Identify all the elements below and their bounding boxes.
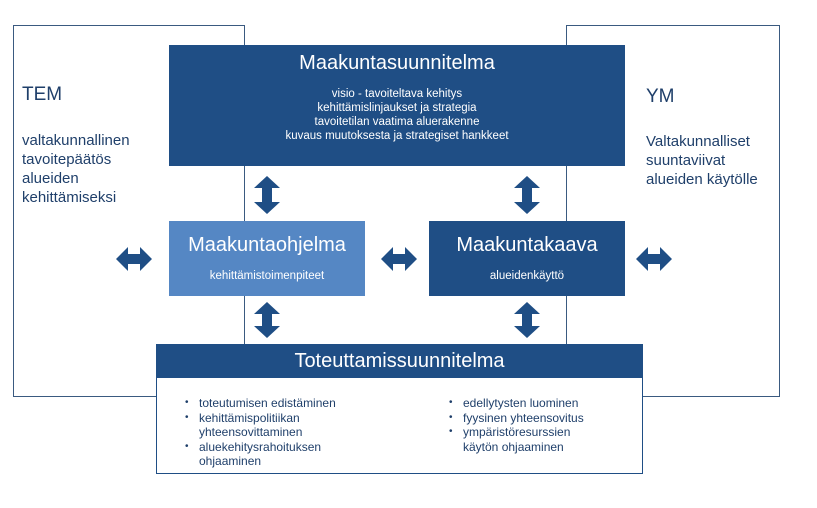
- maakuntakaava-subtitle: alueidenkäyttö: [489, 270, 565, 282]
- list-item: • kehittämispolitiikan yhteensovittaminen: [183, 411, 383, 440]
- ym-title: YM: [646, 86, 675, 107]
- toteuttamissuunnitelma-header: Toteuttamissuunnitelma: [157, 345, 642, 378]
- tem-title: TEM: [22, 84, 63, 105]
- horizontal-double-arrow-icon: [116, 247, 152, 271]
- maakuntaohjelma-subtitle: kehittämistoimenpiteet: [209, 270, 325, 282]
- detail-line: kuvaus muutoksesta ja strategiset hankkeet: [285, 130, 509, 142]
- ym-description: Valtakunnalliset suuntaviivat alueiden käytölle: [646, 133, 758, 188]
- detail-line: tavoitetilan vaatima aluerakenne: [314, 116, 480, 128]
- vertical-double-arrow-icon: [514, 302, 540, 338]
- maakuntasuunnitelma-box: [169, 45, 625, 166]
- list-item: • aluekehitysrahoituksen ohjaaminen: [183, 440, 383, 469]
- maakuntasuunnitelma-title: Maakuntasuunnitelma: [299, 52, 495, 74]
- detail-line: kehittämislinjaukset ja strategia: [317, 102, 477, 114]
- toteuttamissuunnitelma-box: [156, 344, 643, 474]
- list-item: • toteutumisen edistäminen: [183, 396, 383, 411]
- maakuntakaava-box: [429, 221, 625, 296]
- detail-line: visio - tavoiteltava kehitys: [331, 88, 463, 100]
- maakuntasuunnitelma-details: [169, 87, 625, 143]
- vertical-double-arrow-icon: [254, 176, 280, 214]
- list-item: • fyysinen yhteensovitus: [447, 411, 637, 426]
- list-item: • ympäristöresurssien käytön ohjaaminen: [447, 425, 637, 454]
- toteuttamis-left-list: [183, 396, 383, 469]
- horizontal-double-arrow-icon: [381, 247, 417, 271]
- maakuntaohjelma-box: [169, 221, 365, 296]
- list-item: • edellytysten luominen: [447, 396, 637, 411]
- maakuntaohjelma-title: Maakuntaohjelma: [188, 234, 346, 256]
- maakuntakaava-title: Maakuntakaava: [456, 234, 598, 256]
- tem-description: valtakunnallinen tavoitepäätös alueiden kehittämiseksi: [22, 132, 130, 206]
- horizontal-double-arrow-icon: [636, 247, 672, 271]
- vertical-double-arrow-icon: [514, 176, 540, 214]
- toteuttamis-right-list: [447, 396, 637, 454]
- vertical-double-arrow-icon: [254, 302, 280, 338]
